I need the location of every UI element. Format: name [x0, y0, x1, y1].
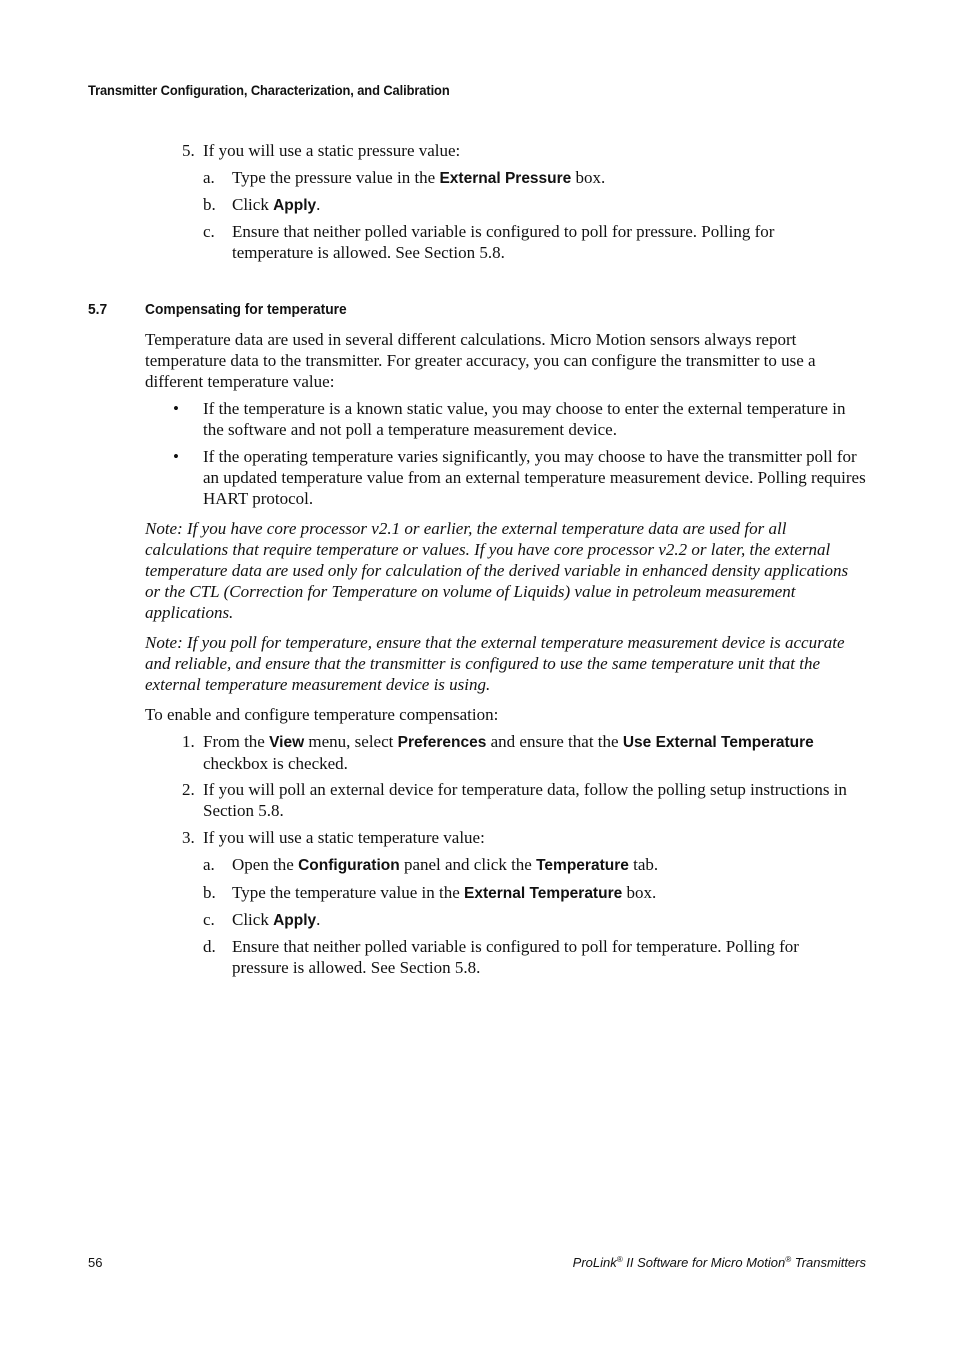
section-number: 5.7	[88, 301, 108, 318]
section-title: Compensating for temperature	[145, 301, 347, 318]
bullet-1-glyph: •	[173, 399, 179, 418]
apply-label-2: Apply	[273, 912, 317, 929]
footer-title: ProLink® II Software for Micro Motion® Transmitters	[572, 1255, 866, 1270]
step-5c-marker: c.	[203, 222, 215, 241]
external-pressure-label: External Pressure	[439, 170, 572, 187]
step-3d-text: Ensure that neither polled variable is configured to poll for temperature. Polling for pressure is allowed. See Section 5.8.	[232, 937, 799, 977]
step-1-number: 1.	[182, 732, 195, 751]
step-3a-marker: a.	[203, 855, 215, 874]
step-3c-marker: c.	[203, 910, 215, 929]
step-5b-marker: b.	[203, 195, 216, 214]
step-3-text: If you will use a static temperature value:	[203, 828, 485, 847]
note-core-processor: Note: If you have core processor v2.1 or earlier, the external temperature data are used for all calculations that require temperature or values. If you have core processor v2.2 or later, the external temperature data are used only for calculation of the derived variable in enhanced density applications or the CTL (Correction for Temperature on volume of Liquids) value in petroleum measurement applications.	[145, 519, 849, 622]
preferences-label: Preferences	[397, 734, 487, 751]
step-3b-text: Type the temperature value in the External Temperature box.	[232, 883, 657, 902]
page-number: 56	[88, 1255, 103, 1270]
step-3d-marker: d.	[203, 937, 216, 956]
external-temperature-label: External Temperature	[464, 885, 623, 902]
view-menu-label: View	[269, 734, 305, 751]
apply-label: Apply	[273, 197, 317, 214]
step-2-text: If you will poll an external device for temperature data, follow the polling setup instructions in Section 5.8.	[203, 780, 847, 820]
note-poll-temperature: Note: If you poll for temperature, ensure that the external temperature measurement device is accurate and reliable, and ensure that the transmitter is configured to use the same temperature unit that the external temperature measurement device is using.	[145, 633, 845, 694]
bullet-1-text: If the temperature is a known static value, you may choose to enter the external temperature in the software and not poll a temperature measurement device.	[203, 399, 846, 439]
section-heading	[88, 301, 347, 318]
bullet-2-glyph: •	[173, 447, 179, 466]
step-5c-text: Ensure that neither polled variable is configured to poll for pressure. Polling for temperature is allowed. See Section 5.8.	[232, 222, 775, 262]
step-3c-text: Click Apply.	[232, 910, 321, 929]
step-2-number: 2.	[182, 780, 195, 799]
bullet-2-text: If the operating temperature varies significantly, you may choose to have the transmitter poll for an updated temperature value from an external temperature measurement device. Polling requires HART protocol.	[203, 447, 866, 508]
step-1-text: From the View menu, select Preferences and ensure that the Use External Temperature checkbox is checked.	[203, 732, 814, 773]
step-5b-text: Click Apply.	[232, 195, 321, 214]
step-3b-marker: b.	[203, 883, 216, 902]
step-5-number: 5.	[182, 141, 195, 160]
step-5a-marker: a.	[203, 168, 215, 187]
step-5a-text: Type the pressure value in the External Pressure box.	[232, 168, 606, 187]
use-external-temperature-label: Use External Temperature	[622, 734, 814, 751]
enable-intro: To enable and configure temperature compensation:	[145, 705, 499, 724]
running-header: Transmitter Configuration, Characterization, and Calibration	[88, 82, 450, 98]
section-intro: Temperature data are used in several different calculations. Micro Motion sensors always report temperature data to the transmitter. For greater accuracy, you can configure the transmitter to use a different temperature value:	[145, 330, 816, 391]
step-3-number: 3.	[182, 828, 195, 847]
step-5-text: If you will use a static pressure value:	[203, 141, 461, 160]
temperature-tab-label: Temperature	[536, 857, 629, 874]
step-3a-text: Open the Configuration panel and click the Temperature tab.	[232, 855, 659, 874]
configuration-panel-label: Configuration	[298, 857, 400, 874]
